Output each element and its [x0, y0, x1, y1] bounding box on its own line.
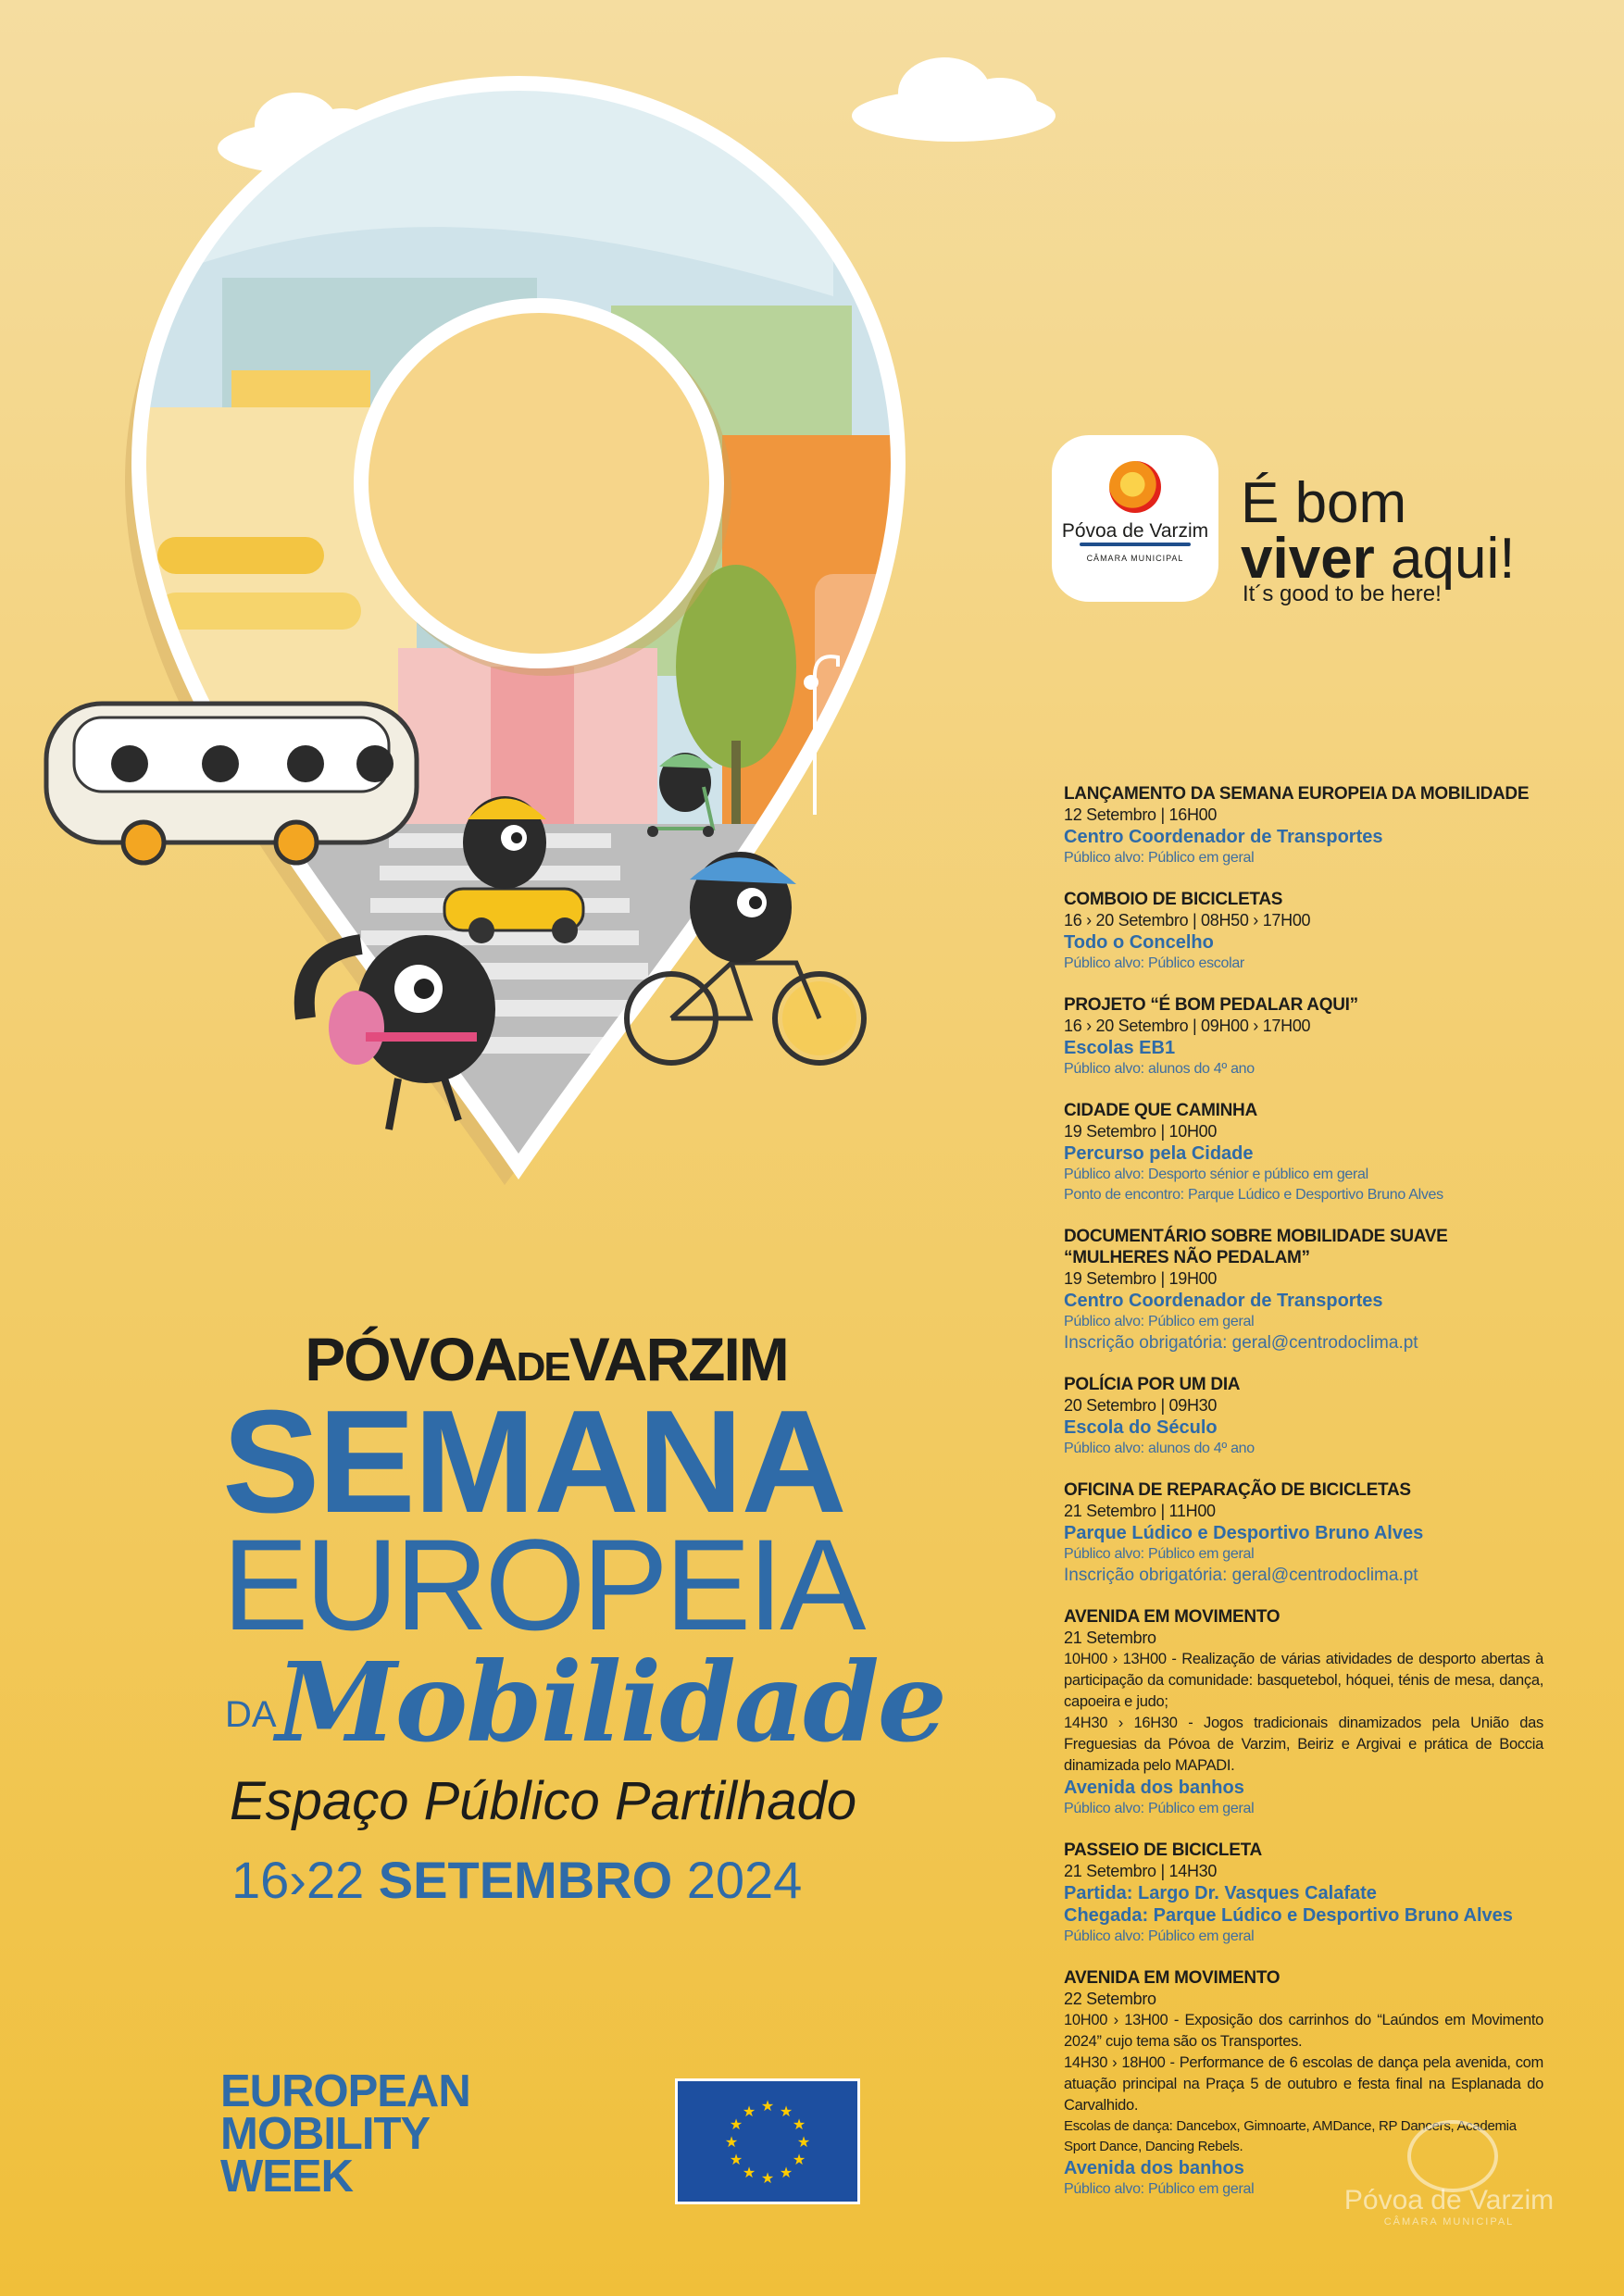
watermark-name: Póvoa de Varzim [1343, 2185, 1555, 2215]
watermark-subtitle: CÂMARA MUNICIPAL [1383, 2216, 1515, 2227]
event-item [1064, 1606, 1543, 1819]
wave-logo-icon [1080, 543, 1191, 546]
eu-flag-icon [675, 2078, 860, 2204]
event-item [1064, 1226, 1543, 1354]
bus-icon [46, 704, 417, 863]
svg-text:★: ★ [724, 2133, 739, 2151]
event-audience: Público alvo: Público em geral [1064, 1928, 1255, 1944]
event-place: Escola do Século [1064, 1417, 1218, 1438]
watermark-sun-icon [1407, 2120, 1498, 2192]
city-part-b: VARZIM [568, 1325, 788, 1393]
eu-stars-icon [678, 2081, 857, 2202]
event-start-place: Partida: Largo Dr. Vasques Calafate [1064, 1883, 1377, 1903]
event-audience: Público alvo: Público em geral [1064, 850, 1255, 866]
svg-text:★: ★ [729, 2151, 743, 2168]
event-place: Avenida dos banhos [1064, 2158, 1244, 2178]
event-title: COMBOIO DE BICICLETAS [1064, 890, 1283, 909]
watermark-logo [1333, 2120, 1565, 2227]
event-place: Centro Coordenador de Transportes [1064, 1291, 1383, 1311]
event-date: 21 Setembro | 11H00 [1064, 1502, 1216, 1520]
event-place: Centro Coordenador de Transportes [1064, 827, 1383, 847]
title-da: DA [225, 1694, 277, 1735]
event-place: Escolas EB1 [1064, 1038, 1176, 1058]
svg-text:★: ★ [779, 2164, 793, 2181]
sun-logo-icon [1109, 461, 1161, 513]
city-part-de: DE [516, 1344, 569, 1390]
event-audience: Público alvo: Desporto sénior e público em geral [1064, 1167, 1368, 1182]
event-place: Parque Lúdico e Desportivo Bruno Alves [1064, 1523, 1424, 1543]
event-title: CIDADE QUE CAMINHA [1064, 1101, 1257, 1120]
logo-name: Póvoa de Varzim [1061, 520, 1209, 542]
emw-line-3: WEEK [220, 2152, 353, 2202]
event-item [1064, 1100, 1543, 1205]
event-item [1064, 994, 1543, 1079]
event-date: 12 Setembro | 16H00 [1064, 805, 1218, 824]
event-date: 16 › 20 Setembro | 09H00 › 17H00 [1064, 1017, 1311, 1035]
dates-year: 2024 [686, 1851, 803, 1909]
event-audience: Público alvo: alunos do 4º ano [1064, 1441, 1255, 1456]
event-date: 21 Setembro | 14H30 [1064, 1862, 1218, 1880]
svg-text:★: ★ [742, 2164, 756, 2181]
title-europeia: EUROPEIA [222, 1512, 863, 1657]
city-part-a: PÓVOA [305, 1325, 517, 1393]
dates-month: SETEMBRO [378, 1851, 673, 1909]
event-date: 16 › 20 Setembro | 08H50 › 17H00 [1064, 911, 1311, 930]
municipality-logo [1052, 435, 1218, 602]
slogan-line-1: É bom [1241, 471, 1407, 535]
event-item [1064, 1840, 1543, 1947]
european-mobility-week-logo [220, 2066, 470, 2202]
event-item [1064, 1374, 1543, 1459]
event-title: AVENIDA EM MOVIMENTO [1064, 1968, 1280, 1988]
event-place: Avenida dos banhos [1064, 1778, 1244, 1798]
event-date: 22 Setembro [1064, 1990, 1156, 2008]
emw-line-1: EUROPEAN [220, 2066, 470, 2116]
event-audience: Público alvo: alunos do 4º ano [1064, 1061, 1255, 1077]
event-item [1064, 889, 1543, 974]
slogan-rest: aqui! [1374, 527, 1516, 591]
logo-subtitle: CÂMARA MUNICIPAL [1086, 554, 1184, 563]
event-item [1064, 1479, 1543, 1586]
slogan-english: It´s good to be here! [1243, 581, 1442, 606]
event-title: LANÇAMENTO DA SEMANA EUROPEIA DA MOBILIDADE [1064, 784, 1530, 804]
event-title: AVENIDA EM MOVIMENTO [1064, 1607, 1280, 1627]
event-schedule [1064, 783, 1543, 2220]
event-audience: Público alvo: Público em geral [1064, 1801, 1255, 1816]
svg-text:★: ★ [792, 2151, 806, 2168]
event-audience: Público alvo: Público em geral [1064, 2181, 1255, 2197]
event-date: 20 Setembro | 09H30 [1064, 1396, 1218, 1415]
event-description-1: 10H00 › 13H00 - Exposição dos carrinhos do “Laúndos em Movimento 2024” cujo tema são os Transportes. [1064, 2012, 1543, 2050]
event-date: 21 Setembro [1064, 1628, 1156, 1647]
svg-text:★: ★ [779, 2103, 793, 2120]
mobility-illustration [0, 0, 1065, 1222]
tagline: Espaço Público Partilhado [230, 1771, 857, 1831]
dates-range: 16›22 [231, 1851, 365, 1909]
event-place: Percurso pela Cidade [1064, 1143, 1254, 1164]
svg-text:★: ★ [796, 2133, 811, 2151]
event-description-2: 14H30 › 16H30 - Jogos tradicionais dinamizados pela União das Freguesias da Póvoa de Varzim, Beiriz e Argivai e prática de Boccia dinamizada pelo MAPADI. [1064, 1715, 1543, 1774]
svg-text:★: ★ [760, 2097, 775, 2115]
event-title: PROJETO “É BOM PEDALAR AQUI” [1064, 995, 1358, 1015]
event-dance-schools: Escolas de dança: Dancebox, Gimnoarte, AMDance, RP Dancers, Academia Sport Dance, Dancing Rebels. [1064, 2118, 1517, 2154]
event-title: DOCUMENTÁRIO SOBRE MOBILIDADE SUAVE [1064, 1227, 1448, 1246]
title-semana: SEMANA [222, 1380, 845, 1543]
event-registration: Inscrição obrigatória: geral@centrodoclima.pt [1064, 1566, 1418, 1585]
svg-text:★: ★ [792, 2115, 806, 2133]
event-title: OFICINA DE REPARAÇÃO DE BICICLETAS [1064, 1480, 1411, 1500]
event-date: 19 Setembro | 10H00 [1064, 1122, 1218, 1141]
event-place: Todo o Concelho [1064, 932, 1214, 953]
event-audience: Público alvo: Público em geral [1064, 1546, 1255, 1562]
event-audience: Público alvo: Público escolar [1064, 955, 1244, 971]
event-audience: Público alvo: Público em geral [1064, 1314, 1255, 1329]
svg-text:★: ★ [742, 2103, 756, 2120]
event-title: POLÍCIA POR UM DIA [1064, 1375, 1241, 1394]
event-title: PASSEIO DE BICICLETA [1064, 1841, 1262, 1860]
emw-line-2: MOBILITY [220, 2109, 431, 2159]
slogan-bold-word: viver [1241, 527, 1375, 591]
svg-text:★: ★ [760, 2169, 775, 2187]
event-description-1: 10H00 › 13H00 - Realização de várias atividades de desporto abertas à participação da comunidade: basquetebol, hóquei, ténis de mesa, dança, capoeira e judo; [1064, 1651, 1543, 1710]
svg-text:★: ★ [729, 2115, 743, 2133]
title-mobilidade: Mobilidade [276, 1638, 945, 1766]
event-description-2: 14H30 › 18H00 - Performance de 6 escolas de dança pela avenida, com atuação principal na Praça 5 de outubro e festa final na Esplanada do Carvalhido. [1064, 2054, 1543, 2114]
event-registration: Inscrição obrigatória: geral@centrodoclima.pt [1064, 1333, 1418, 1353]
event-title-line-2: “MULHERES NÃO PEDALAM” [1064, 1248, 1310, 1267]
event-date: 19 Setembro | 19H00 [1064, 1269, 1218, 1288]
event-item [1064, 783, 1543, 868]
event-end-place: Chegada: Parque Lúdico e Desportivo Bruno Alves [1064, 1905, 1513, 1926]
event-dates [231, 1850, 802, 1910]
event-meeting-point: Ponto de encontro: Parque Lúdico e Desportivo Bruno Alves [1064, 1187, 1443, 1203]
